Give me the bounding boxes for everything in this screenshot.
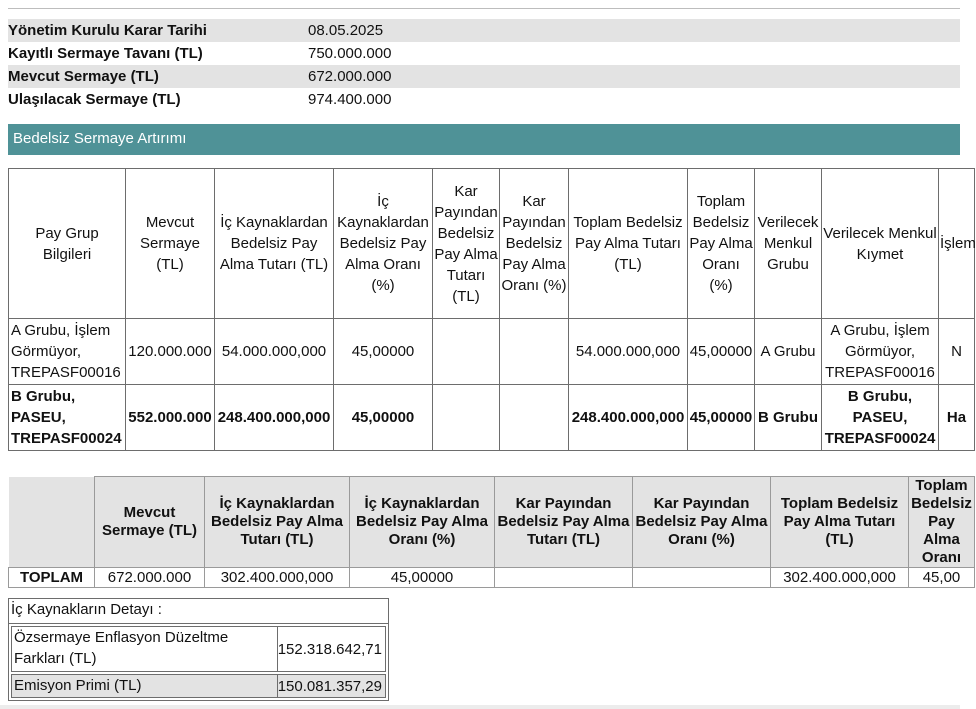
detail-row [11, 674, 386, 698]
info-value: 08.05.2025 [308, 22, 384, 39]
table-cell: 45,00000 [334, 319, 433, 385]
detail-row [11, 626, 386, 672]
table-cell: 54.000.000,000 [215, 319, 334, 385]
info-row [8, 42, 960, 65]
table-cell: 45,00000 [688, 385, 755, 451]
info-label: Kayıtlı Sermaye Tavanı (TL) [8, 45, 203, 62]
table-cell: A Grubu, İşlem Görmüyor, TREPASF00016 [822, 319, 939, 385]
info-row [8, 65, 960, 88]
col-header: Kar Payından Bedelsiz Pay Alma Tutarı (TL) [495, 477, 633, 568]
table-cell: 302.400.000,000 [205, 568, 350, 588]
col-header: İşlem [939, 169, 975, 319]
detail-label: Emisyon Primi (TL) [12, 675, 278, 697]
table-cell: A Grubu, İşlem Görmüyor, TREPASF00016 [9, 319, 126, 385]
info-label: Yönetim Kurulu Karar Tarihi [8, 22, 207, 39]
totals-table [8, 476, 975, 588]
col-header: Toplam Bedelsiz Pay Alma Oranı (%) [688, 169, 755, 319]
internal-resources-title: İç Kaynakların Detayı : [9, 599, 388, 624]
table-cell: Ha [939, 385, 975, 451]
table-cell: B Grubu, PASEU, TREPASF00024 [822, 385, 939, 451]
totals-label: TOPLAM [9, 568, 95, 588]
col-header: Verilecek Menkul Grubu [755, 169, 822, 319]
section-header: Bedelsiz Sermaye Artırımı [8, 124, 960, 155]
col-header: Toplam Bedelsiz Pay Alma Tutarı (TL) [569, 169, 688, 319]
table-cell: A Grubu [755, 319, 822, 385]
col-header: Kar Payından Bedelsiz Pay Alma Oranı (%) [633, 477, 771, 568]
detail-value: 150.081.357,29 [277, 677, 382, 695]
info-row [8, 88, 960, 111]
col-header: İç Kaynaklardan Bedelsiz Pay Alma Tutarı (TL) [205, 477, 350, 568]
info-row [8, 19, 960, 42]
decision-info-table [8, 19, 960, 111]
table-cell: N [939, 319, 975, 385]
table-cell: 45,00000 [350, 568, 495, 588]
detail-value: 152.318.642,71 [277, 640, 382, 658]
col-header: Pay Grup Bilgileri [9, 169, 126, 319]
table-cell [633, 568, 771, 588]
info-value: 974.400.000 [308, 91, 392, 108]
info-value: 750.000.000 [308, 45, 392, 62]
table-cell: 302.400.000,000 [771, 568, 909, 588]
table-cell [495, 568, 633, 588]
table-cell: 552.000.000 [126, 385, 215, 451]
table-cell: 45,00000 [688, 319, 755, 385]
table-cell [500, 385, 569, 451]
table-cell: 248.400.000,000 [215, 385, 334, 451]
col-header: Kar Payından Bedelsiz Pay Alma Tutarı (TL) [433, 169, 500, 319]
col-header: Mevcut Sermaye (TL) [95, 477, 205, 568]
table-cell: B Grubu [755, 385, 822, 451]
table-cell: 672.000.000 [95, 568, 205, 588]
table-row [9, 319, 975, 385]
info-value: 672.000.000 [308, 68, 392, 85]
col-header: Toplam Bedelsiz Pay Alma Oranı [909, 477, 975, 568]
col-header: İç Kaynaklardan Bedelsiz Pay Alma Tutarı (TL) [215, 169, 334, 319]
col-header: Toplam Bedelsiz Pay Alma Tutarı (TL) [771, 477, 909, 568]
bottom-divider [0, 705, 960, 709]
table-row [9, 385, 975, 451]
col-header: İç Kaynaklardan Bedelsiz Pay Alma Oranı (%) [350, 477, 495, 568]
table-cell: 54.000.000,000 [569, 319, 688, 385]
detail-label: Özsermaye Enflasyon Düzeltme Farkları (TL) [12, 627, 278, 671]
internal-resources-detail [8, 598, 389, 701]
table-cell [433, 319, 500, 385]
col-header: Kar Payından Bedelsiz Pay Alma Oranı (%) [500, 169, 569, 319]
totals-row [9, 568, 975, 588]
top-divider [8, 8, 960, 9]
col-header-empty [9, 477, 95, 568]
col-header: Mevcut Sermaye (TL) [126, 169, 215, 319]
table-cell: 45,00 [909, 568, 975, 588]
table-cell [500, 319, 569, 385]
pay-group-table [8, 168, 975, 451]
info-label: Ulaşılacak Sermaye (TL) [8, 91, 181, 108]
info-label: Mevcut Sermaye (TL) [8, 68, 159, 85]
table-cell: 45,00000 [334, 385, 433, 451]
table-cell: B Grubu, PASEU, TREPASF00024 [9, 385, 126, 451]
table-cell: 120.000.000 [126, 319, 215, 385]
col-header: İç Kaynaklardan Bedelsiz Pay Alma Oranı (%) [334, 169, 433, 319]
table-cell [433, 385, 500, 451]
table-cell: 248.400.000,000 [569, 385, 688, 451]
col-header: Verilecek Menkul Kıymet [822, 169, 939, 319]
